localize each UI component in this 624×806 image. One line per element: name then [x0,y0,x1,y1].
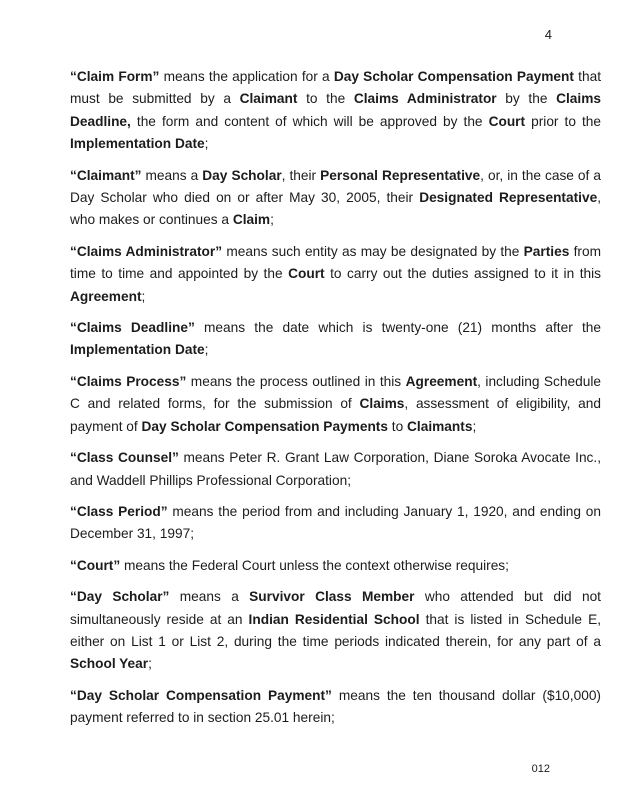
defined-term-text-run: “Claimant” [70,167,142,183]
text-run: means the period from and including January 1, 1920, and ending on December 31, 1997; [70,503,602,542]
text-run: means the application for a [159,69,334,84]
defined-term-text-run: Claims Deadline, [70,91,601,129]
defined-term-text-run: “Claims Deadline” [70,320,195,336]
defined-term-text-run: Claim [232,212,271,228]
definition-paragraph [70,241,601,308]
defined-term-text-run: Parties [523,243,570,259]
text-run: means the Federal Court unless the context otherwise requires; [120,557,509,573]
defined-term-text-run: “Court” [70,557,121,573]
definition-paragraph [70,685,601,730]
text-run: from time to time and appointed by the [70,243,601,282]
text-run: means the process outlined in this [186,373,406,389]
defined-term-text-run: “Claims Process” [70,373,187,389]
defined-term-text-run: Survivor Class Member [249,589,415,605]
definition-paragraph [70,317,601,362]
defined-term-text-run: Day Scholar [202,167,282,183]
definition-paragraph [70,586,601,676]
defined-term-text-run: Day Scholar Compensation Payment [333,69,574,84]
defined-term-text-run: Day Scholar Compensation Payments [141,418,388,434]
defined-term-text-run: Claims [359,396,405,412]
text-run: means Peter R. Grant Law Corporation, Diane Soroka Avocate Inc., and Waddell Phillips Professional Corporation; [70,450,602,488]
definition-paragraph [70,371,601,438]
defined-term-text-run: Agreement [405,373,478,389]
text-run: to the [297,91,354,107]
text-run: the form and content of which will be approved by the [130,113,489,129]
defined-term-text-run: “Class Counsel” [70,450,179,466]
text-run: means the date which is twenty-one (21) months after the [194,320,601,336]
text-run: ; [204,342,209,358]
text-run: , assessment of eligibility, and payment of [70,396,601,434]
defined-term-text-run: Claimant [239,91,298,107]
text-run: , or, in the case of a Day Scholar who died on or after May 30, 2005, their [70,167,601,206]
definitions-list [70,66,601,739]
defined-term-text-run: “Class Period” [70,503,168,519]
text-run: ; [148,656,152,672]
text-run: to carry out the duties assigned to it in this [324,266,602,282]
text-run: means such entity as may be designated by the [222,243,524,259]
text-run: ; [141,288,146,304]
text-run: , including Schedule C and related forms, for the submission of [70,373,601,412]
defined-term-text-run: Personal Representative [320,167,481,183]
defined-term-text-run: Court [288,266,325,282]
defined-term-text-run: Implementation Date [70,342,205,358]
defined-term-text-run: Indian Residential School [248,611,420,627]
text-run: means the ten thousand dollar ($10,000) payment referred to in section 25.01 herein; [70,687,601,726]
definition-paragraph [70,447,601,492]
definition-paragraph [70,555,601,577]
defined-term-text-run: Court [488,113,526,129]
defined-term-text-run: Claimants [407,418,473,434]
text-run: ; [472,418,477,434]
defined-term-text-run: Agreement [70,288,142,304]
defined-term-text-run: Implementation Date [70,136,205,152]
text-run: who attended but did not simultaneously reside at an [70,589,601,627]
text-run: means a [141,167,203,183]
text-run: that must be submitted by a [70,69,602,107]
definition-paragraph [70,165,601,232]
text-run: ; [204,136,209,152]
defined-term-text-run: School Year [70,656,149,672]
defined-term-text-run: “Claim Form” [70,69,160,84]
text-run: prior to the [525,113,601,129]
defined-term-text-run: “Day Scholar Compensation Payment” [70,687,332,703]
text-run: , who makes or continues a [70,190,601,228]
defined-term-text-run: Designated Representative [419,190,598,206]
defined-term-text-run: “Day Scholar” [70,589,170,605]
definition-paragraph [70,66,601,156]
text-run: by the [496,91,557,107]
text-run: ; [270,212,274,228]
page-number: 4 [544,27,552,42]
text-run: , their [281,167,321,183]
definition-paragraph [70,501,601,546]
defined-term-text-run: Claims Administrator [353,91,497,107]
footer-stamp-number: 012 [531,763,550,775]
text-run: means a [169,589,250,605]
defined-term-text-run: “Claims Administrator” [70,243,223,259]
text-run: that is listed in Schedule E, either on List 1 or List 2, during the time periods indicated therein, for any part of a [70,611,601,649]
text-run: to [387,418,408,434]
